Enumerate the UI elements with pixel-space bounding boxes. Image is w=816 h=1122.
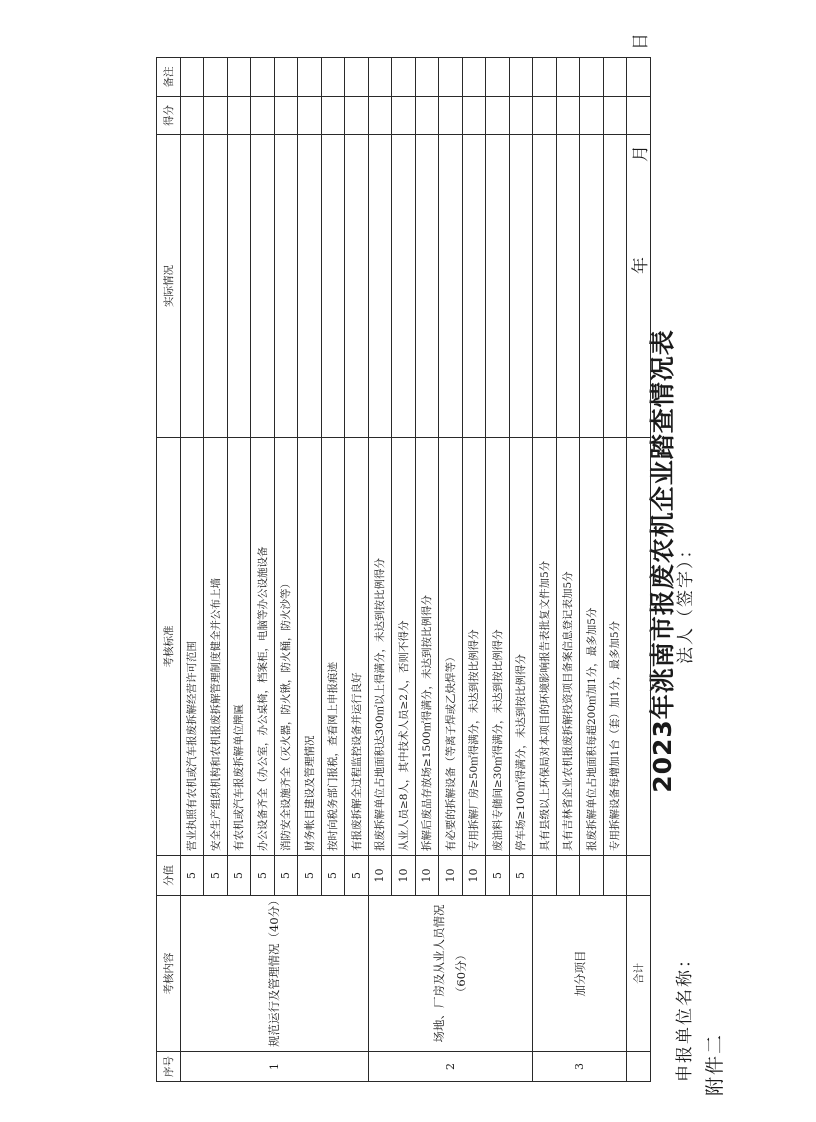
row-score (533, 856, 557, 896)
row-standard: 专用拆解设备每增加1台（套）加1分，最多加5分 (603, 438, 627, 856)
row-score: 5 (298, 856, 322, 896)
legal-person-signature-label: 法人（签字）： (676, 539, 696, 664)
row-standard: 按时向税务部门报税，查看网上申报痕迹 (321, 438, 345, 856)
row-actual (298, 135, 322, 438)
row-got (298, 97, 322, 135)
group-seq: 1 (180, 1052, 368, 1082)
row-score: 5 (486, 856, 510, 896)
row-score: 5 (204, 856, 228, 896)
row-actual (180, 135, 204, 438)
total-label: 合计 (627, 896, 651, 1052)
row-actual (509, 135, 533, 438)
row-standard: 营业执照有农机或汽车报废拆解经营许可范围 (180, 438, 204, 856)
group-content: 规范运行及管理情况（40分） (180, 896, 368, 1052)
row-standard: 停车场≥100㎡得满分，未达到按比例得分 (509, 438, 533, 856)
row-actual (439, 135, 463, 438)
row-standard: 拆解后废品存放场≥1500㎡得满分，未达到按比例得分 (415, 438, 439, 856)
row-standard: 具有县级以上环保局对本项目的环境影响报告表批复文件加5分 (533, 438, 557, 856)
group-content: 场地、厂房及从业人员情况（60分） (368, 896, 533, 1052)
total-got (627, 97, 651, 135)
row-got (180, 97, 204, 135)
header-standard: 考核标准 (157, 438, 181, 856)
row-note (462, 58, 486, 97)
table-row (533, 58, 557, 1082)
row-got (509, 97, 533, 135)
row-actual (321, 135, 345, 438)
row-actual (392, 135, 416, 438)
row-score: 10 (392, 856, 416, 896)
row-actual (580, 135, 604, 438)
row-got (486, 97, 510, 135)
row-score: 5 (321, 856, 345, 896)
row-actual (462, 135, 486, 438)
row-note (180, 58, 204, 97)
row-score: 10 (462, 856, 486, 896)
row-note (368, 58, 392, 97)
row-got (392, 97, 416, 135)
row-got (321, 97, 345, 135)
row-score: 5 (274, 856, 298, 896)
row-note (321, 58, 345, 97)
row-score (603, 856, 627, 896)
total-standard (627, 438, 651, 856)
row-note (509, 58, 533, 97)
row-note (227, 58, 251, 97)
row-note (439, 58, 463, 97)
row-note (486, 58, 510, 97)
row-standard: 废油料专储间≥30㎡得满分，未达到按比例得分 (486, 438, 510, 856)
header-seq: 序号 (157, 1052, 181, 1082)
row-actual (204, 135, 228, 438)
table-row (368, 58, 392, 1082)
total-note (627, 58, 651, 97)
row-note (533, 58, 557, 97)
row-note (580, 58, 604, 97)
row-standard: 财务帐目建设及管理情况 (298, 438, 322, 856)
row-note (345, 58, 369, 97)
header-content: 考核内容 (157, 896, 181, 1052)
row-actual (227, 135, 251, 438)
row-note (415, 58, 439, 97)
row-score (580, 856, 604, 896)
row-got (580, 97, 604, 135)
header-got: 得分 (157, 97, 181, 135)
row-standard: 有必要的拆解设备（等离子焊或乙炔焊等） (439, 438, 463, 856)
row-standard: 办公设备齐全（办公室，办公桌椅，档案柜，电脑等办公设施设备 (251, 438, 275, 856)
row-score: 5 (227, 856, 251, 896)
row-standard: 有报废拆解全过程监控设备并运行良好 (345, 438, 369, 856)
row-got (251, 97, 275, 135)
row-score: 5 (251, 856, 275, 896)
row-score: 10 (415, 856, 439, 896)
row-got (368, 97, 392, 135)
header-score: 分值 (157, 856, 181, 896)
row-standard: 有农机或汽车报废拆解单位牌匾 (227, 438, 251, 856)
row-actual (556, 135, 580, 438)
row-got (415, 97, 439, 135)
row-got (345, 97, 369, 135)
row-actual (274, 135, 298, 438)
row-got (556, 97, 580, 135)
row-got (274, 97, 298, 135)
row-actual (486, 135, 510, 438)
group-seq: 3 (533, 1052, 627, 1082)
row-got (439, 97, 463, 135)
total-seq (627, 1052, 651, 1082)
date-day: 日 (631, 33, 651, 50)
page-title: 2023年洮南市报废农机企业踏查情况表 (648, 329, 677, 793)
header-actual: 实际情况 (157, 135, 181, 438)
row-score: 5 (509, 856, 533, 896)
row-standard: 专用拆解厂房≥50㎡得满分，未达到按比例得分 (462, 438, 486, 856)
table-row (180, 58, 204, 1082)
date-month: 月 (631, 145, 651, 162)
row-got (533, 97, 557, 135)
row-standard: 报废拆解单位占地面积每超200㎡加1分，最多加5分 (580, 438, 604, 856)
row-actual (345, 135, 369, 438)
row-standard: 报废拆解单位占地面积达300㎡以上得满分，未达到按比例得分 (368, 438, 392, 856)
row-got (462, 97, 486, 135)
row-actual (415, 135, 439, 438)
row-actual (251, 135, 275, 438)
row-actual (368, 135, 392, 438)
applicant-unit-label: 申报单位名称： (675, 949, 695, 1082)
inspection-table (156, 57, 651, 1082)
row-score: 10 (439, 856, 463, 896)
row-note (204, 58, 228, 97)
row-actual (533, 135, 557, 438)
row-got (603, 97, 627, 135)
total-actual (627, 135, 651, 438)
row-got (204, 97, 228, 135)
row-got (227, 97, 251, 135)
row-standard: 消防安全设施齐全（灭火器，防火锹，防火桶，防火沙等） (274, 438, 298, 856)
row-note (251, 58, 275, 97)
total-score (627, 856, 651, 896)
row-note (392, 58, 416, 97)
row-standard: 具有吉林省企业农机报废拆解投资项目备案信息登记表加5分 (556, 438, 580, 856)
row-score (556, 856, 580, 896)
group-content: 加分项目 (533, 896, 627, 1052)
row-actual (603, 135, 627, 438)
row-note (274, 58, 298, 97)
row-note (556, 58, 580, 97)
row-score: 5 (180, 856, 204, 896)
row-standard: 从业人员≥8人，其中技术人员≥2人，否则不得分 (392, 438, 416, 856)
row-standard: 安全生产组织机构和农机报废拆解管理制度健全并公布上墙 (204, 438, 228, 856)
row-note (298, 58, 322, 97)
group-seq: 2 (368, 1052, 533, 1082)
annex-label: 附件二 (704, 1032, 726, 1096)
row-note (603, 58, 627, 97)
total-row (627, 58, 651, 1082)
header-note: 备注 (157, 58, 181, 97)
header-row (157, 58, 181, 1082)
row-score: 5 (345, 856, 369, 896)
date-year: 年 (631, 257, 651, 274)
row-score: 10 (368, 856, 392, 896)
